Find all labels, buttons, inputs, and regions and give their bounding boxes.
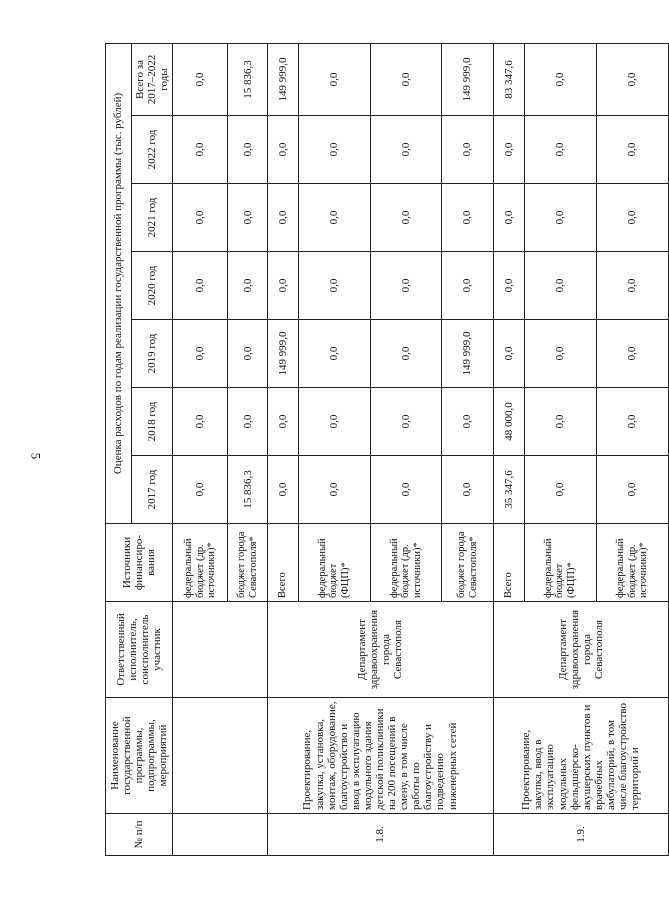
total-value: 0,0 [173,44,228,116]
header-estimate: Оценка расходов по годам реализации государственной программы (тыс. рублей) [106,44,132,524]
funding-source: федеральный бюджет (ФЦП)* [298,524,370,602]
activity-name [173,698,267,814]
year-value: 0,0 [298,456,370,524]
table-body [173,44,669,856]
total-value: 0,0 [370,44,442,116]
year-value: 0,0 [596,388,668,456]
year-value: 0,0 [267,116,298,184]
row-number: 1.8. [267,814,493,856]
funding-source: федеральный бюджет (др. источники)* [596,524,668,602]
total-value: 149 999,0 [442,44,493,116]
year-value: 0,0 [298,252,370,320]
year-value: 0,0 [267,252,298,320]
header-year-2020: 2020 год [132,252,173,320]
year-value: 0,0 [524,184,596,252]
funding-source: федеральный бюджет (др. источники)* [370,524,442,602]
funding-source: федеральный бюджет (др. источники)* [173,524,228,602]
year-value: 0,0 [442,184,493,252]
year-value: 0,0 [596,116,668,184]
header-name: Наименование государственной программы, подпрограммы, мероприятий [106,698,173,814]
total-value: 15 836,3 [228,44,267,116]
year-value: 0,0 [228,184,267,252]
total-value: 83 347,6 [493,44,524,116]
budget-table [105,43,669,856]
header-sources: Источники финансиро-вания [106,524,173,602]
year-value: 0,0 [173,116,228,184]
year-value: 15 836,3 [228,456,267,524]
header-year-2018: 2018 год [132,388,173,456]
year-value: 0,0 [267,184,298,252]
header-year-2021: 2021 год [132,184,173,252]
year-value: 0,0 [524,320,596,388]
year-value: 0,0 [298,388,370,456]
funding-source: федеральный бюджет (ФЦП)* [524,524,596,602]
year-value: 0,0 [228,320,267,388]
year-value: 0,0 [228,116,267,184]
year-value: 0,0 [228,388,267,456]
total-value: 0,0 [596,44,668,116]
year-value: 149 999,0 [442,320,493,388]
page-number: 5 [28,452,44,460]
activity-name: Проектирование, закупка, установка, монтаж, оборудование, благоустройство и ввод в эксплуатацию модульного здания детской поликлиники на 200 посещений в смену, в том числе работы по благоустройству и подведению инженерных сетей [267,698,493,814]
total-value: 149 999,0 [267,44,298,116]
header-total: Всего за 2017–2022 годы [132,44,173,116]
header-row-1 [106,44,132,856]
table-row [173,44,228,856]
year-value: 0,0 [298,184,370,252]
activity-name: Проектирование, закупка, ввод в эксплуатацию модульных фельдшерско-акушерских пунктов и врачебных амбулаторий, в том числе благоустройство территорий и [493,698,668,814]
year-value: 0,0 [370,184,442,252]
year-value: 0,0 [493,184,524,252]
year-value: 0,0 [493,116,524,184]
funding-source: Всего [493,524,524,602]
year-value: 0,0 [524,388,596,456]
year-value: 0,0 [524,456,596,524]
year-value: 35 347,6 [493,456,524,524]
year-value: 0,0 [173,184,228,252]
year-value: 0,0 [370,456,442,524]
year-value: 0,0 [596,320,668,388]
total-value: 0,0 [298,44,370,116]
header-year-2019: 2019 год [132,320,173,388]
year-value: 0,0 [298,320,370,388]
year-value: 0,0 [370,116,442,184]
header-year-2017: 2017 год [132,456,173,524]
year-value: 0,0 [370,320,442,388]
responsible-executor: Департамент здравоохранения города Севастополя [493,602,668,698]
funding-source: бюджет города Севастополя* [442,524,493,602]
year-value: 0,0 [173,252,228,320]
year-value: 0,0 [442,252,493,320]
year-value: 0,0 [493,320,524,388]
header-responsible: Ответственный исполнитель, соисполнитель участник [106,602,173,698]
year-value: 0,0 [596,456,668,524]
year-value: 0,0 [442,456,493,524]
year-value: 0,0 [267,388,298,456]
year-value: 149 999,0 [267,320,298,388]
header-year-2022: 2022 год [132,116,173,184]
row-number [173,814,267,856]
year-value: 0,0 [493,252,524,320]
responsible-executor: Департамент здравоохранения города Севастополя [267,602,493,698]
row-number: 1.9. [493,814,668,856]
table-row [493,44,524,856]
year-value: 0,0 [596,184,668,252]
year-value: 0,0 [173,320,228,388]
total-value: 0,0 [524,44,596,116]
year-value: 0,0 [370,388,442,456]
year-value: 0,0 [524,252,596,320]
funding-source: бюджет города Севастополя* [228,524,267,602]
year-value: 48 000,0 [493,388,524,456]
funding-source: Всего [267,524,298,602]
year-value: 0,0 [173,456,228,524]
year-value: 0,0 [267,456,298,524]
year-value: 0,0 [173,388,228,456]
year-value: 0,0 [524,116,596,184]
year-value: 0,0 [442,388,493,456]
year-value: 0,0 [442,116,493,184]
rotated-table-viewport [105,44,669,856]
year-value: 0,0 [596,252,668,320]
responsible-executor [173,602,267,698]
header-no: № п/п [106,814,173,856]
budget-table-sheet [105,44,669,856]
year-value: 0,0 [298,116,370,184]
table-row [267,44,298,856]
year-value: 0,0 [228,252,267,320]
year-value: 0,0 [370,252,442,320]
